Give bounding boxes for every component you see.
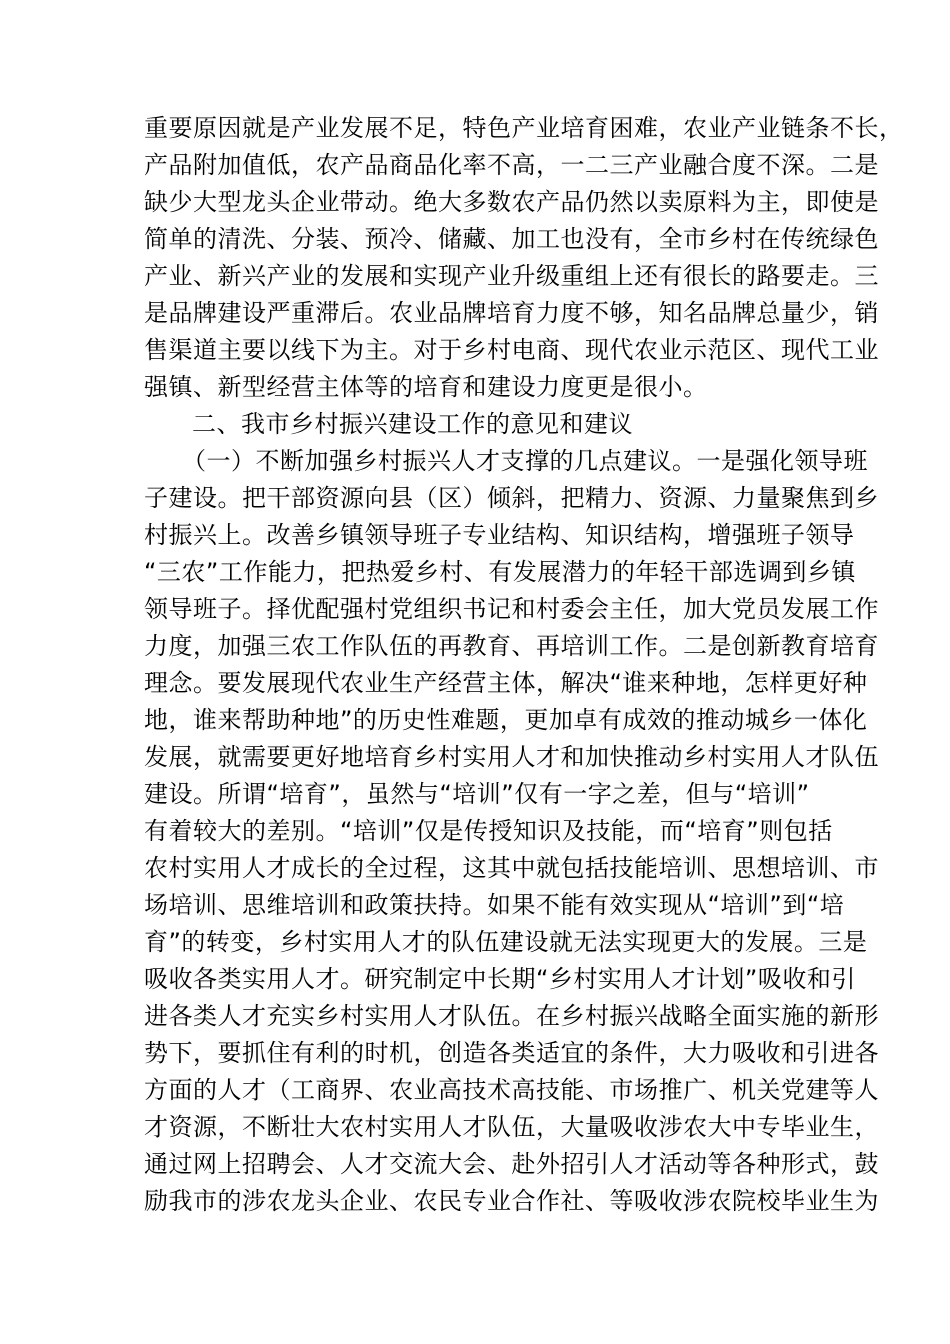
text-line: 场培训、思维培训和政策扶持。如果不能有效实现从“培训”到“培 [144, 891, 845, 919]
text-line: 励我市的涉农龙头企业、农民专业合作社、等吸收涉农院校毕业生为 [144, 1187, 879, 1215]
text-line: 简单的清洗、分装、预冷、储藏、加工也没有，全市乡村在传统绿色 [144, 225, 879, 253]
text-line: 进各类人才充实乡村实用人才队伍。在乡村振兴战略全面实施的新形 [144, 1002, 879, 1030]
text-line: 子建设。把干部资源向县（区）倾斜，把精力、资源、力量聚焦到乡 [144, 484, 879, 512]
text-line: 才资源，不断壮大农村实用人才队伍，大量吸收涉农大中专毕业生， [144, 1113, 879, 1141]
text-line: 是品牌建设严重滞后。农业品牌培育力度不够，知名品牌总量少，销 [144, 299, 879, 327]
text-line: 方面的人才（工商界、农业高技术高技能、市场推广、机关党建等人 [144, 1076, 879, 1104]
text-line: 领导班子。择优配强村党组织书记和村委会主任，加大党员发展工作 [144, 595, 879, 623]
text-line: 售渠道主要以线下为主。对于乡村电商、现代农业示范区、现代工业 [144, 336, 879, 364]
text-line: 有着较大的差别。“培训”仅是传授知识及技能，而“培育”则包括 [144, 817, 833, 845]
text-line: 发展，就需要更好地培育乡村实用人才和加快推动乡村实用人才队伍 [144, 743, 879, 771]
text-line: 势下，要抓住有利的时机，创造各类适宜的条件，大力吸收和引进各 [144, 1039, 879, 1067]
text-line: 重要原因就是产业发展不足，特色产业培育困难，农业产业链条不长， [144, 114, 904, 142]
text-line: “三农”工作能力，把热爱乡村、有发展潜力的年轻干部选调到乡镇 [144, 558, 856, 586]
text-line: 产业、新兴产业的发展和实现产业升级重组上还有很长的路要走。三 [144, 262, 879, 290]
text-line: （一）不断加强乡村振兴人才支撑的几点建议。一是强化领导班 [182, 447, 868, 475]
text-line: 吸收各类实用人才。研究制定中长期“乡村实用人才计划”吸收和引 [144, 965, 856, 993]
text-line: 建设。所谓“培育”，虽然与“培训”仅有一字之差，但与“培训” [144, 780, 810, 808]
text-line: 力度，加强三农工作队伍的再教育、再培训工作。二是创新教育培育 [144, 632, 879, 660]
text-line: 缺少大型龙头企业带动。绝大多数农产品仍然以卖原料为主，即使是 [144, 188, 879, 216]
text-line: 强镇、新型经营主体等的培育和建设力度更是很小。 [144, 373, 708, 401]
text-line: 产品附加值低，农产品商品化率不高，一二三产业融合度不深。二是 [144, 151, 879, 179]
section-heading: 二、我市乡村振兴建设工作的意见和建议 [192, 410, 633, 438]
text-line: 育”的转变，乡村实用人才的队伍建设就无法实现更大的发展。三是 [144, 928, 868, 956]
text-line: 理念。要发展现代农业生产经营主体，解决“谁来种地，怎样更好种 [144, 669, 868, 697]
text-line: 通过网上招聘会、人才交流大会、赴外招引人才活动等各种形式，鼓 [144, 1150, 879, 1178]
text-line: 农村实用人才成长的全过程，这其中就包括技能培训、思想培训、市 [144, 854, 879, 882]
text-line: 村振兴上。改善乡镇领导班子专业结构、知识结构，增强班子领导 [144, 521, 855, 549]
text-line: 地，谁来帮助种地”的历史性难题，更加卓有成效的推动城乡一体化 [144, 706, 868, 734]
